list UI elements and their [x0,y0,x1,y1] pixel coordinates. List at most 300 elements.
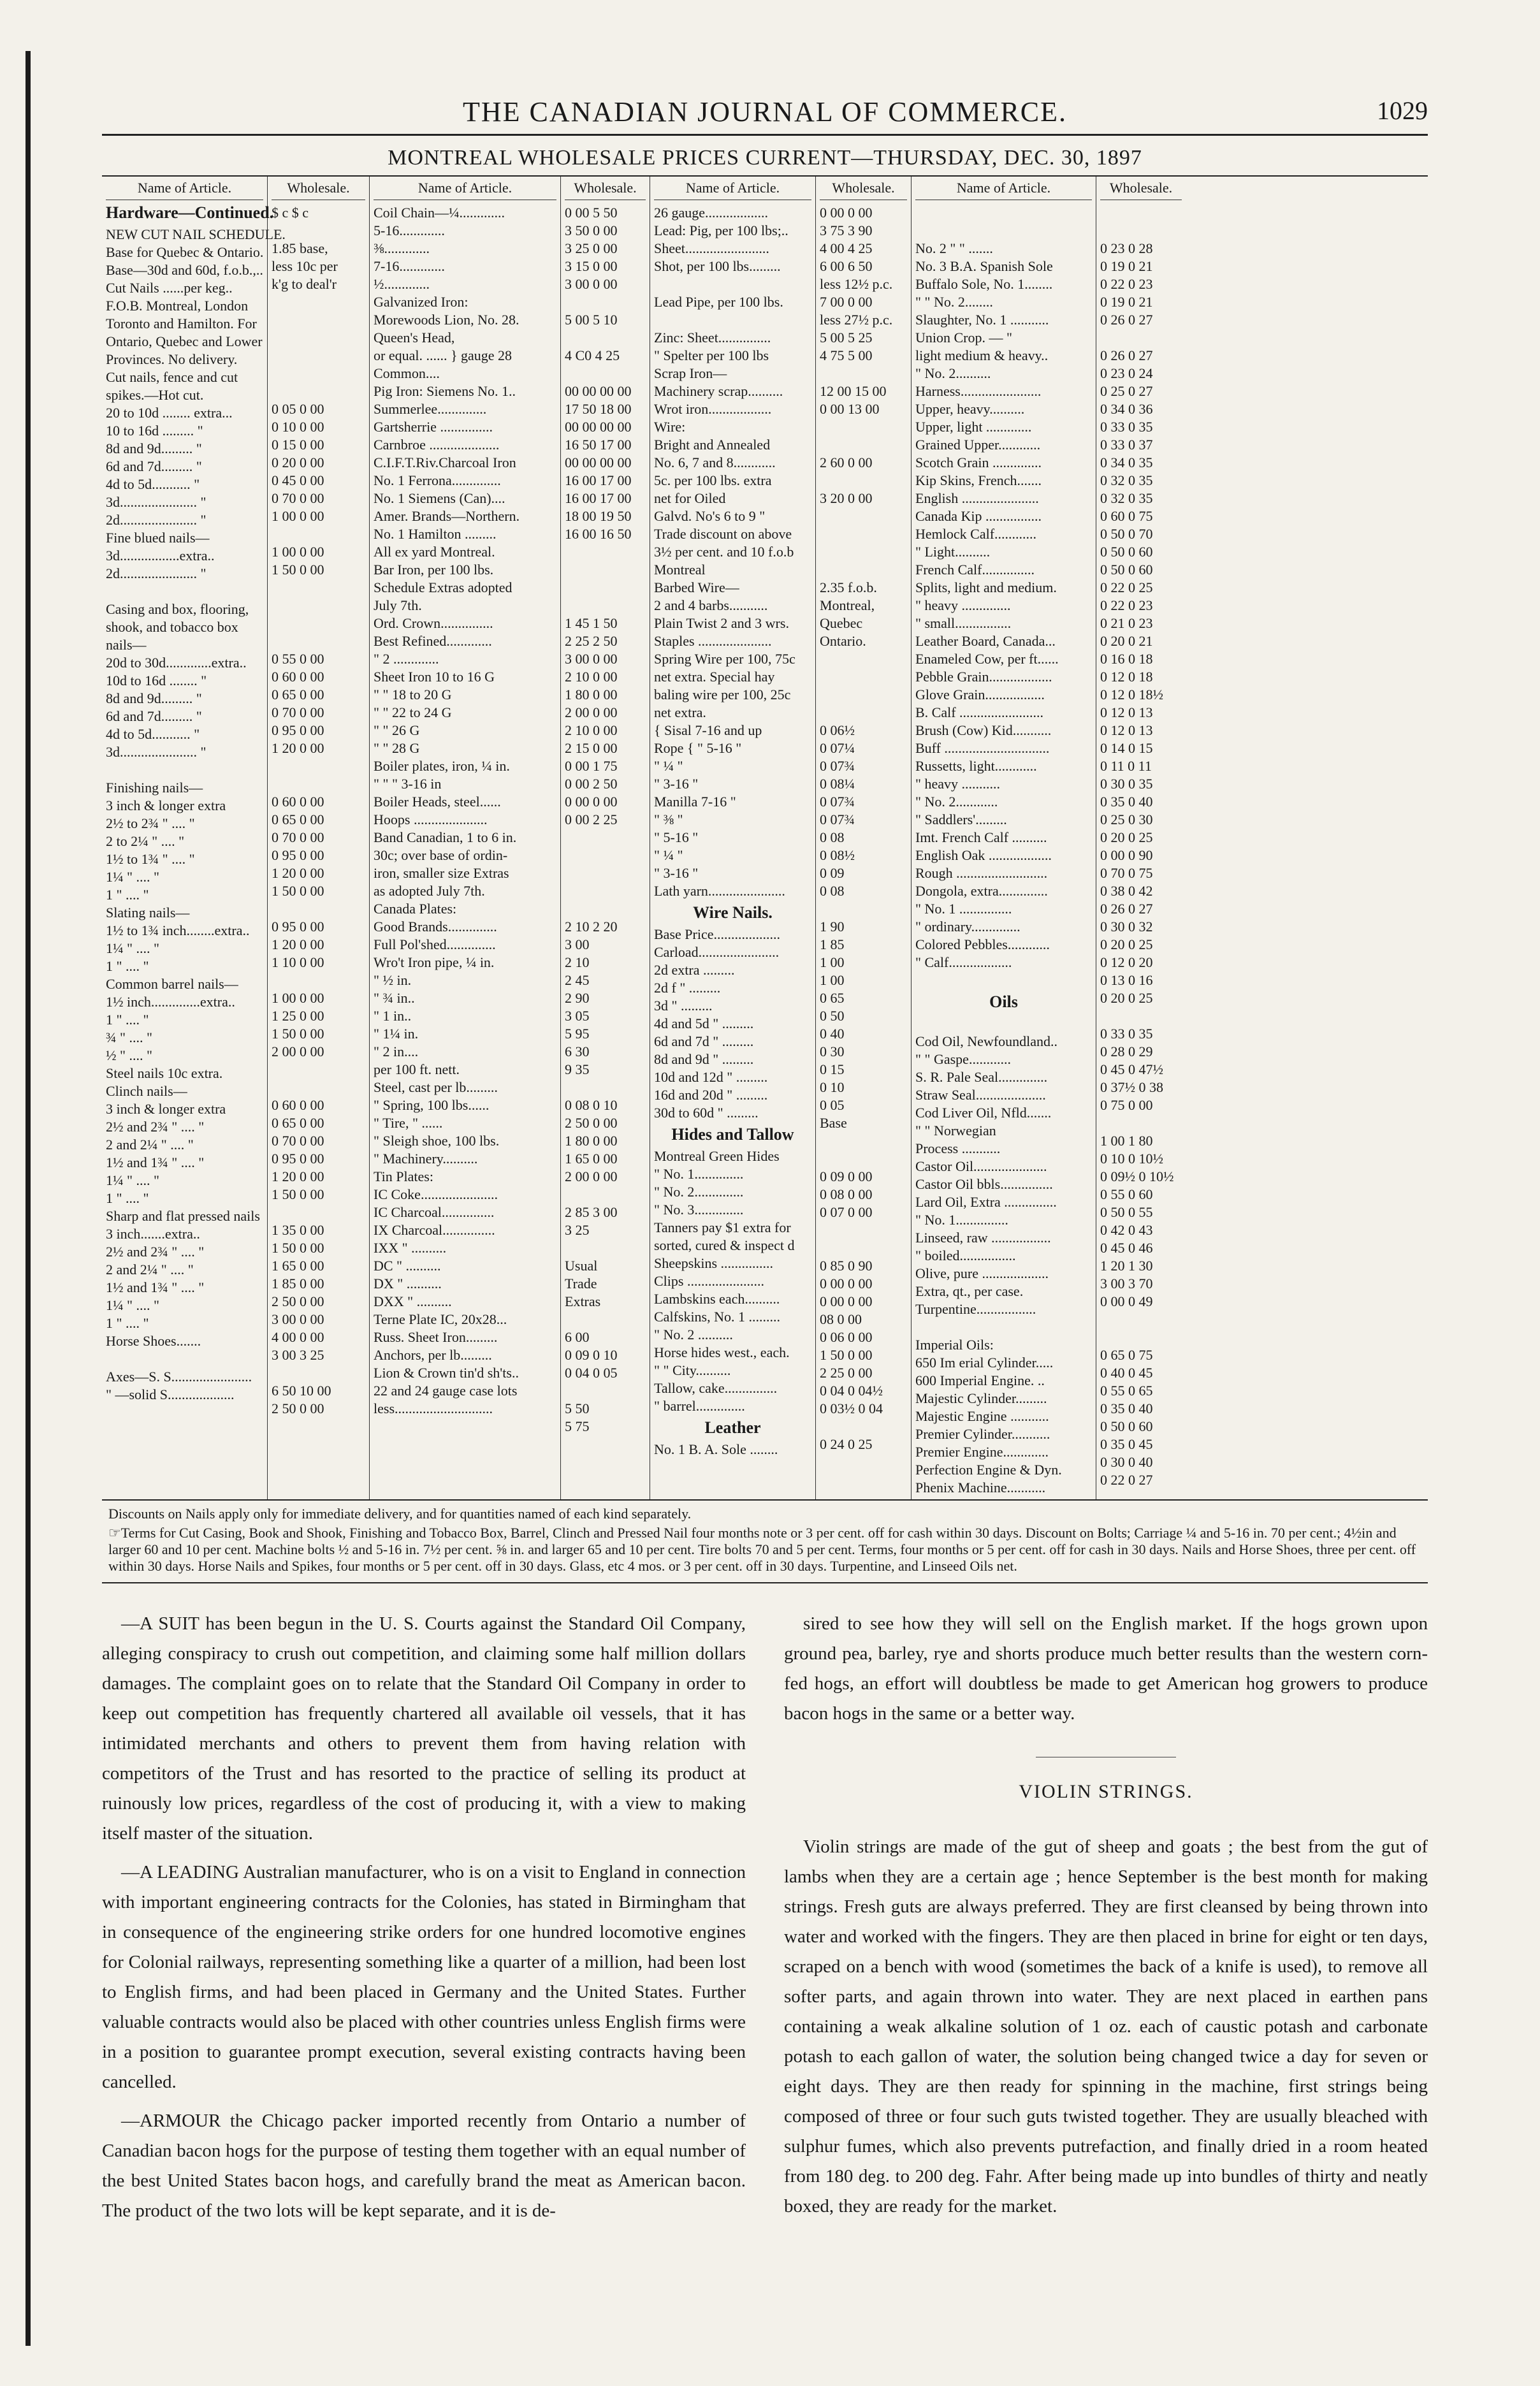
article-name-cell: " boiled................ [915,1248,1016,1263]
article-name-cell: 5-16............. [374,222,445,238]
article-name-cell: 6d and 7d......... " [106,458,202,474]
article-name-cell: IX Charcoal............... [374,1222,495,1238]
article-name-cell: Premier Cylinder........... [915,1426,1050,1442]
price-cell: 0 07¾ [820,811,855,827]
article-name-cell: Canada Kip ................ [915,508,1042,524]
price-cell: Quebec [820,615,863,631]
price-cell: Usual [565,1258,598,1274]
price-cell: 4 C0 4 25 [565,347,620,363]
article-name-cell: " ⅜ " [654,811,683,827]
price-cell: 0 50 0 60 [1100,1418,1153,1434]
article-name-cell: Union Crop. — " [915,330,1012,346]
price-cell [565,847,646,864]
price-cell: 0 70 0 75 [1100,865,1153,881]
article-name-cell: 20 to 10d ........ extra... [106,405,233,421]
price-cell [565,1186,646,1204]
article-name-cell [654,311,811,329]
price-cell [820,1221,907,1239]
price-cell: 0 65 0 00 [272,811,324,827]
price-cell [820,650,907,668]
price-cell: 0 26 0 27 [1100,347,1153,363]
article-name-cell: Enameled Cow, per ft...... [915,651,1059,667]
article-name-cell: Upper, light ............. [915,419,1032,435]
article-name-cell: Calfskins, No. 1 ......... [654,1309,780,1325]
price-cell: 3 00 0 00 [565,651,618,667]
price-cell [1100,1311,1182,1328]
price-cell: 1 50 0 00 [272,1186,324,1202]
article-name-cell: 3d...................... " [106,494,207,510]
price-cell: 0 70 0 00 [272,704,324,720]
article-name-cell: 1½ and 1¾ " .... " [106,1279,205,1295]
article-name-cell: ½ " .... " [106,1047,152,1063]
article-name-cell: 8d and 9d " ......... [654,1051,754,1067]
article-name-cell: Terne Plate IC, 20x28... [374,1311,507,1327]
article-name-cell: " Saddlers'......... [915,811,1007,827]
price-cell [820,525,907,543]
article-name-cell: 10d to 16d ........ " [106,673,207,688]
article-name-cell: 1¼ " .... " [106,1172,159,1188]
article-name-cell: " No. 2............ [915,794,998,810]
price-column-4 [561,177,650,1499]
price-cell: 0 10 [820,1079,845,1095]
price-cell [1100,1328,1182,1346]
article-name-cell: 7-16............. [374,258,445,274]
price-cell: 1 25 0 00 [272,1008,324,1024]
article-name-cell: F.O.B. Montreal, London [106,298,249,314]
price-cell [272,775,365,793]
article-name-cell: 10 to 16d ......... " [106,423,203,439]
price-cell [565,561,646,579]
price-cell: 0 60 0 75 [1100,508,1153,524]
price-cell: 0 33 0 35 [1100,419,1153,435]
price-cell [272,1204,365,1221]
article-name-cell: net for Oiled [654,490,726,506]
price-cell: 1 90 [820,919,845,935]
price-cell [272,900,365,918]
article-name-cell: Buff .............................. [915,740,1050,756]
price-cell: 3 00 [565,936,590,952]
article-name-cell: " " 26 G [374,722,420,738]
price-cell: 0 10 0 10½ [1100,1151,1163,1167]
price-cell: 1 20 1 30 [1100,1258,1153,1274]
price-cell: 1 00 0 00 [272,508,324,524]
price-table-title: MONTREAL WHOLESALE PRICES CURRENT—THURSDAY, DEC. 30, 1897 [102,136,1428,177]
armour-article-continued: sired to see how they will sell on the English market. If the hogs grown upon ground pea, barley, rye and shorts produce much better results than the western corn-fed hogs, an effort will doubtless be made to get American hog growers to produce bacon hogs in the same or a better way. [784,1613,1428,1724]
article-body [102,1583,1428,2235]
price-cell: 0 22 0 23 [1100,276,1153,292]
price-cell: 16 50 17 00 [565,437,632,453]
article-name-cell: C.I.F.T.Riv.Charcoal Iron [374,455,516,470]
article-name-cell: Montreal Green Hides [654,1148,780,1164]
article-name-cell: 1 " .... " [106,1315,149,1331]
article-name-cell: Phenix Machine........... [915,1480,1046,1495]
price-cell: 0 00 0 00 [820,1276,873,1291]
article-name-cell: 10d and 12d " ......... [654,1069,768,1085]
price-cell: 6 00 [565,1329,590,1345]
price-cell: 0 00 0 00 [820,1293,873,1309]
price-cell: 3 00 3 25 [272,1347,324,1363]
article-name-cell: Russ. Sheet Iron......... [374,1329,498,1345]
article-name-cell: Horse Shoes....... [106,1333,201,1349]
article-name-cell: 22 and 24 gauge case lots [374,1383,518,1399]
price-cell: 2 60 0 00 [820,455,873,470]
price-cell: 3 25 [565,1222,590,1238]
article-name-cell: 1½ inch..............extra.. [106,994,235,1010]
violin-strings-article: Violin strings are made of the gut of sheep and goats ; the best from the gut of lambs when they are a certain age ; hence September is the best month for making strings. Fresh guts are always preferred. They are first cleansed by being thrown into water and worked with the fingers. They are then placed in brine for eight or ten days, scraped on a bench with wood (sometimes the back of a knife is used), to remove all softer parts, and again thrown into water. They are next placed in earthen pans containing a weak alkaline solution of 1 oz. each of caustic potash and carbonate potash to each gallon of water, the solution being changed twice a day for seven or eight days. They are then ready for spinning in the machine, first strings being composed of three or four such guts twisted together. They are usually bleached with sulphur fumes, which also prevents putrefaction, and finally dried in a room heated from 180 deg. to 200 deg. Fahr. After being made up into bundles of thirty and neatly boxed, they are ready for the market. [784,1837,1428,2216]
article-name-cell: Grained Upper............ [915,437,1041,453]
price-cell: 0 65 [820,990,845,1006]
price-cell: 0 32 0 35 [1100,472,1153,488]
article-name-cell: Trade discount on above [654,526,792,542]
article-name-cell: Wire Nails. [693,903,773,922]
article-name-cell: 2 and 4 barbs........... [654,597,768,613]
price-cell: 1 50 0 00 [272,562,324,578]
price-cell: 3 05 [565,1008,590,1024]
article-name-cell: Hemlock Calf............ [915,526,1037,542]
article-name-cell: 2d f " ......... [654,980,721,996]
price-cell: 3 00 0 00 [565,276,618,292]
article-name-cell: Galvd. No's 6 to 9 " [654,508,766,524]
article-name-cell: Spring Wire per 100, 75c [654,651,795,667]
article-name-cell: " 1¼ in. [374,1026,419,1042]
price-column-6 [816,177,912,1499]
price-cell: less 27½ p.c. [820,312,893,328]
article-name-cell: Axes—S. S....................... [106,1369,252,1385]
article-name-cell: Good Brands.............. [374,919,497,935]
article-name-cell: Machinery scrap.......... [654,383,783,399]
article-name-cell [106,1350,263,1368]
article-name-cell: Common.... [374,365,440,381]
price-cell: 0 20 0 25 [1100,936,1153,952]
price-cell: 2 50 0 00 [272,1293,324,1309]
price-cell: 1 80 0 00 [565,1133,618,1149]
price-cell [272,597,365,615]
price-cell: 0 00 5 50 [565,205,618,221]
price-cell: 1 50 0 00 [272,1240,324,1256]
price-cell: 0 12 0 20 [1100,954,1153,970]
article-name-cell: 3 inch & longer extra [106,1101,226,1117]
price-cell: 0 30 0 40 [1100,1454,1153,1470]
price-cell: 0 30 [820,1044,845,1059]
price-cell [272,1364,365,1382]
armour-article: —ARMOUR the Chicago packer imported recently from Ontario a number of Canadian bacon hogs for the purpose of testing them together with an equal number of the best United States bacon hogs, and carefully brand the meat as American bacon. The product of the two lots will be kept separate, and it is de- [102,2111,746,2221]
price-cell: 0 35 0 45 [1100,1436,1153,1452]
column-header: Name of Article. [106,179,263,200]
article-name-cell: ⅜............. [374,240,430,256]
price-cell: 0 07¾ [820,758,855,774]
price-cell: 0 55 0 60 [1100,1186,1153,1202]
article-name-cell: 3 inch.......extra.. [106,1226,200,1242]
price-cell [1100,329,1182,347]
article-name-cell: Bar Iron, per 100 lbs. [374,562,494,578]
price-cell: 1 50 0 00 [272,883,324,899]
price-cell: 0 25 0 30 [1100,811,1153,827]
article-name-cell: Pebble Grain.................. [915,669,1052,685]
price-cell [820,472,907,490]
price-cell [820,1239,907,1257]
price-cell: 00 00 00 00 [565,383,632,399]
price-cell [820,668,907,686]
price-cell [820,900,907,918]
article-name-cell: " No. 2.............. [654,1184,744,1200]
price-cell: 0 35 0 40 [1100,1400,1153,1416]
price-cell: 1 50 0 00 [820,1347,873,1363]
price-cell: 0 28 0 29 [1100,1044,1153,1059]
price-cell: 2 00 0 00 [272,1044,324,1059]
article-name-cell: No. 1 Ferrona.............. [374,472,501,488]
article-name-cell: " 3-16 " [654,865,699,881]
article-name-cell: 1½ and 1¾ " .... " [106,1154,205,1170]
article-name-cell: " No. 1............... [915,1212,1008,1228]
price-cell [272,579,365,597]
article-name-cell: 1¼ " .... " [106,1297,159,1313]
price-cell: 0 19 0 21 [1100,294,1153,310]
price-cell [820,1418,907,1436]
article-name-cell: 5c. per 100 lbs. extra [654,472,772,488]
price-cell: 2 90 [565,990,590,1006]
price-cell: 0 12 0 18 [1100,669,1153,685]
article-name-cell: Best Refined............. [374,633,492,649]
price-cell: 0 33 0 37 [1100,437,1153,453]
price-cell: 1 65 0 00 [272,1258,324,1274]
article-name-cell: " Light.......... [915,544,991,560]
price-cell: 0 10 0 00 [272,419,324,435]
price-cell: 0 12 0 13 [1100,704,1153,720]
article-name-cell: Lead Pipe, per 100 lbs. [654,294,783,310]
price-cell: 0 09 0 00 [820,1168,873,1184]
price-cell: 0 00 13 00 [820,401,880,417]
article-name-cell: Linseed, raw ................. [915,1230,1051,1246]
article-name-cell: English ...................... [915,490,1039,506]
price-cell: 0 95 0 00 [272,919,324,935]
article-name-cell: No. 3 B.A. Spanish Sole [915,258,1053,274]
article-name-cell: Base—30d and 60d, f.o.b.,.. [106,262,263,278]
article-name-cell: ¾ " .... " [106,1029,152,1045]
article-name-cell: " No. 2.......... [915,365,991,381]
article-name-cell: Plain Twist 2 and 3 wrs. [654,615,789,631]
price-cell [565,597,646,615]
price-cell: 0 45 0 47½ [1100,1061,1163,1077]
price-cell [272,329,365,347]
article-name-cell: Premier Engine............. [915,1444,1049,1460]
price-cell: 1.85 base, [272,240,328,256]
price-cell: 1 00 1 80 [1100,1133,1153,1149]
price-cell: 17 50 18 00 [565,401,632,417]
article-name-cell: " 5-16 " [654,829,699,845]
column-header: Wholesale. [1100,179,1182,200]
price-cell: 1 85 0 00 [272,1276,324,1291]
price-cell: 0 04 0 04½ [820,1383,883,1399]
price-cell [1100,1007,1182,1025]
price-cell: 0 24 0 25 [820,1436,873,1452]
price-cell: 16 00 16 50 [565,526,632,542]
price-cell: $ c $ c [272,205,309,221]
price-cell: 0 00 1 75 [565,758,618,774]
price-cell: 0 34 0 36 [1100,401,1153,417]
article-name-cell: Splits, light and medium. [915,579,1057,595]
price-cell: Extras [565,1293,601,1309]
article-name-cell: Hoops ..................... [374,811,488,827]
article-name-cell: " No. 1.............. [654,1166,744,1182]
article-name-cell: DC " .......... [374,1258,441,1274]
column-header: Name of Article. [915,179,1092,200]
price-cell: 0 65 0 75 [1100,1347,1153,1363]
price-cell: 0 60 0 00 [272,1097,324,1113]
price-cell: less 10c per [272,258,338,274]
price-cell: 5 95 [565,1026,590,1042]
price-cell: 0 07 0 00 [820,1204,873,1220]
article-name-cell: 20d to 30d.............extra.. [106,655,247,671]
price-cell: 0 12 0 18½ [1100,687,1163,702]
price-cell: 0 25 0 27 [1100,383,1153,399]
price-cell [565,1382,646,1400]
price-cell: 3 50 0 00 [565,222,618,238]
article-name-cell: 4d to 5d........... " [106,726,200,742]
article-name-cell: Tallow, cake............... [654,1380,778,1396]
article-name-cell: " " " 3-16 in [374,776,442,792]
article-name-cell: " Spring, 100 lbs...... [374,1097,490,1113]
price-cell: 1 00 [820,972,845,988]
article-name-cell: " barrel.............. [654,1398,745,1414]
article-name-cell: 3d " ......... [654,998,713,1014]
article-name-cell: Olive, pure ................... [915,1265,1049,1281]
price-cell [272,525,365,543]
price-cell: 0 21 0 23 [1100,615,1153,631]
price-cell: 1 65 0 00 [565,1151,618,1167]
price-cell [272,365,365,382]
price-cell: 0 22 0 27 [1100,1472,1153,1488]
article-name-cell: Schedule Extras adopted [374,579,512,595]
article-name-cell: English Oak .................. [915,847,1052,863]
price-cell [1100,222,1182,240]
article-name-cell: Steel, cast per lb......... [374,1079,498,1095]
article-name-cell: Morewoods Lion, No. 28. [374,312,519,328]
price-cell: 0 70 0 00 [272,490,324,506]
price-cell: 6 00 6 50 [820,258,873,274]
article-name-cell: Common barrel nails— [106,976,238,992]
price-cell: 0 33 0 35 [1100,1026,1153,1042]
article-name-cell: nails— [106,637,147,653]
price-cell: 5 50 [565,1400,590,1416]
article-name-cell: baling wire per 100, 25c [654,687,791,702]
article-name-cell: 30c; over base of ordin- [374,847,508,863]
article-name-cell: Clinch nails— [106,1083,187,1099]
article-name-cell: shook, and tobacco box [106,619,238,635]
article-name-cell: Lard Oil, Extra ............... [915,1194,1057,1210]
article-name-cell: { Sisal 7-16 and up [654,722,762,738]
price-cell: 0 38 0 42 [1100,883,1153,899]
article-name-cell: No. 2 " " ....... [915,240,993,256]
article-name-cell: 2d...................... " [106,565,207,581]
price-cell: 18 00 19 50 [565,508,632,524]
price-cell: 0 08½ [820,847,855,863]
price-cell: 0 15 [820,1061,845,1077]
article-name-cell: Full Pol'shed.............. [374,936,496,952]
price-cell: 2 15 0 00 [565,740,618,756]
price-cell: 0 34 0 35 [1100,455,1153,470]
article-name-cell: Galvanized Iron: [374,294,469,310]
price-cell: 0 42 0 43 [1100,1222,1153,1238]
article-name-cell: Sheet........................ [654,240,769,256]
article-name-cell: 8d and 9d......... " [106,690,202,706]
article-name-cell: Horse hides west., each. [654,1344,790,1360]
article-name-cell: " 3-16 " [654,776,699,792]
article-name-cell: Tanners pay $1 extra for [654,1219,791,1235]
price-cell: 0 65 0 00 [272,687,324,702]
price-cell [820,436,907,454]
price-column-2 [268,177,370,1499]
standard-oil-article: —A SUIT has been begun in the U. S. Courts against the Standard Oil Company, alleging conspiracy to crush out competition, and claiming some half million dollars damages. The complaint goes on to relate that the Standard Oil Company in order to keep out competition has frequently chartered all available oil vessels, that it has intimidated merchants and others to prevent them from having relation with competitors of the Trust and has resorted to the practice of selling its product at ruinously low prices, regardless of the cost of producing it, with a view to making itself master of the situation. [102,1613,746,1844]
price-cell: 2 25 0 00 [820,1365,873,1381]
article-name-cell: " " City.......... [654,1362,731,1378]
article-name-cell: 2d extra ......... [654,962,735,978]
price-cell [272,382,365,400]
price-cell: 0 05 0 00 [272,401,324,417]
price-cell [272,1061,365,1079]
article-name-cell: Sheet Iron 10 to 16 G [374,669,495,685]
price-cell: 0 06 0 00 [820,1329,873,1345]
article-name-cell: less............................ [374,1400,493,1416]
article-name-cell: Coil Chain—¼............. [374,205,505,221]
article-name-cell: Carnbroe .................... [374,437,500,453]
article-name-cell: Sheepskins ............... [654,1255,773,1271]
price-cell: 0 20 0 25 [1100,829,1153,845]
article-name-cell: Fine blued nails— [106,530,210,546]
article-name-cell: Amer. Brands—Northern. [374,508,520,524]
price-cell: 0 70 0 00 [272,1133,324,1149]
article-name-cell: Leather [704,1418,761,1437]
price-cell: 0 09 [820,865,845,881]
price-cell: 2 10 0 00 [565,722,618,738]
article-name-cell: 30d to 60d " ......... [654,1105,759,1121]
article-name-cell: DXX " .......... [374,1293,452,1309]
price-cell: 12 00 15 00 [820,383,887,399]
price-cell: 0 55 0 65 [1100,1383,1153,1399]
article-name-cell: Ord. Crown............... [374,615,493,631]
price-cell: 0 03½ 0 04 [820,1400,883,1416]
article-name-cell: No. 1 Siemens (Can).... [374,490,505,506]
article-name-cell: " small................ [915,615,1012,631]
article-name-cell: Slating nails— [106,905,190,920]
price-cell: 2 10 2 20 [565,919,618,935]
price-cell: 2 50 0 00 [272,1400,324,1416]
price-cell [272,632,365,650]
price-cell: 0 95 0 00 [272,722,324,738]
article-name-cell: " " Norwegian [915,1123,996,1138]
price-cell [565,882,646,900]
article-name-cell: Boiler Heads, steel...... [374,794,501,810]
price-cell: 0 50 [820,1008,845,1024]
price-cell: Montreal, [820,597,875,613]
price-cell: 0 00 0 00 [565,794,618,810]
article-name-cell: " " 18 to 20 G [374,687,452,702]
price-cell: 0 00 2 50 [565,776,618,792]
article-name-cell: Leather Board, Canada... [915,633,1056,649]
price-cell: 0 13 0 16 [1100,972,1153,988]
price-cell: less 12½ p.c. [820,276,893,292]
article-name-cell: DX " .......... [374,1276,442,1291]
article-name-cell [654,275,811,293]
article-name-cell: light medium & heavy.. [915,347,1049,363]
article-name-cell: " " Gaspe............ [915,1051,1011,1067]
price-cell: 1 80 0 00 [565,687,618,702]
price-cell [565,543,646,561]
article-name-cell: Hardware—Continued. [106,203,274,222]
price-cell [820,418,907,436]
article-name-cell: " Spelter per 100 lbs [654,347,769,363]
price-cell: 0 08 [820,883,845,899]
article-name-cell: Castor Oil..................... [915,1158,1047,1174]
